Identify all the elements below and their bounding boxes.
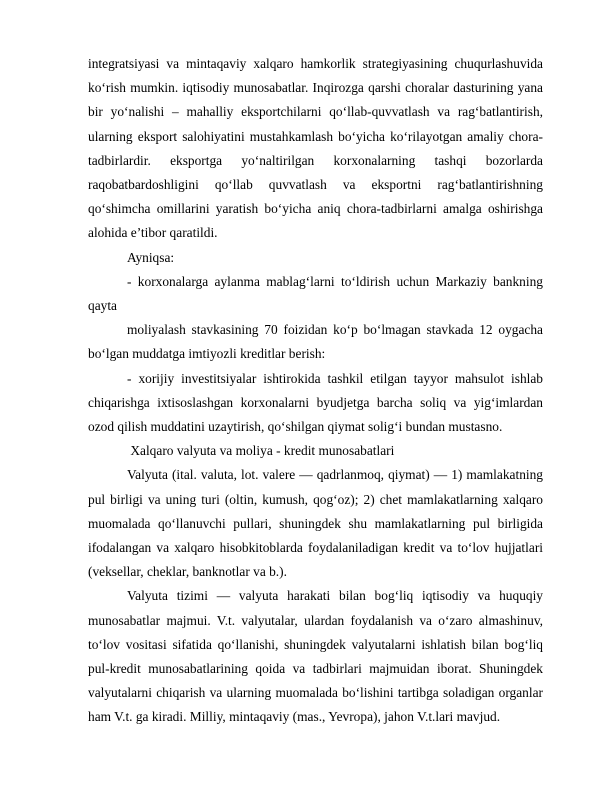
paragraph-valyuta-definition: Valyuta (ital. valuta, lot. valere — qadrlanmoq, qiymat) — 1) mamlakatning pul birligi va uning turi (oltin, kumush, qog‘oz); 2) chet mamlakatlarning xalqaro muomalada qo‘llanuvchi pullari, shuningdek shu mamlakatlarning pul birligida ifodalangan va xalqaro hisobkitoblarda foydalaniladigan kredit va to‘lov hujjatlari (veksellar, cheklar, banknotlar va b.). <box>88 467 543 580</box>
paragraph-valyuta-tizimi: Valyuta tizimi — valyuta harakati bilan bog‘liq iqtisodiy va huquqiy munosabatlar majmui. V.t. valyutalar, ulardan foydalanish va o‘zaro almashinuv, to‘lov vositasi sifatida qo‘llanishi, shuningdek valyutalarni ishlatish bilan bog‘liq pul-kredit munosabatlarining qoida va tadbirlari majmuidan iborat. Shuningdek valyutalarni chiqarish va ularning muomalada bo‘lishini tartibga soladigan organlar ham V.t. ga kiradi. Milliy, mintaqaviy (mas., Yevropa), jahon V.t.lari mavjud. <box>88 588 543 725</box>
paragraph-foreign-investment: - xorijiy investitsiyalar ishtirokida tashkil etilgan tayyor mahsulot ishlab chiqarishga ixtisoslashgan korxonalarni byudjetga barcha soliq va yig‘imlardan ozod qilish muddatini uzaytirish, qo‘shilgan qiymat solig‘i bundan mustasno. <box>88 370 543 435</box>
paragraph-integration: integratsiyasi va mintaqaviy xalqaro hamkorlik strategiyasining chuqurlashuvida ko‘rish mumkin. iqtisodiy munosabatlar. Inqirozga qarshi choralar dasturining yana bir yo‘nalishi – mahalliy eksportchilarni qo‘llab-quvvatlash va rag‘batlantirish, ularning eksport salohiyatini mustahkamlash bo‘yicha ko‘rilayotgan amaliy chora-tadbirlardir. eksportga yo‘naltirilgan korxonalarning tashqi bozorlarda raqobatbardoshligini qo‘llab quvvatlash va eksportni rag‘batlantirishning qo‘shimcha omillarini yaratish bo‘yicha aniq chora-tadbirlarni amalga oshirishga alohida e’tibor qaratildi. <box>88 56 543 241</box>
paragraph-working-capital: - korxonalarga aylanma mablag‘larni to‘ldirish uchun Markaziy bankning qayta <box>88 273 543 314</box>
section-heading: Xalqaro valyuta va moliya - kredit munosabatlari <box>127 443 395 459</box>
paragraph-ayniqsa: Ayniqsa: <box>127 249 175 265</box>
document-page <box>88 52 543 730</box>
paragraph-refinancing: moliyalash stavkasining 70 foizidan ko‘p bo‘lmagan stavkada 12 oygacha bo‘lgan muddatga imtiyozli kreditlar berish: <box>88 322 543 362</box>
